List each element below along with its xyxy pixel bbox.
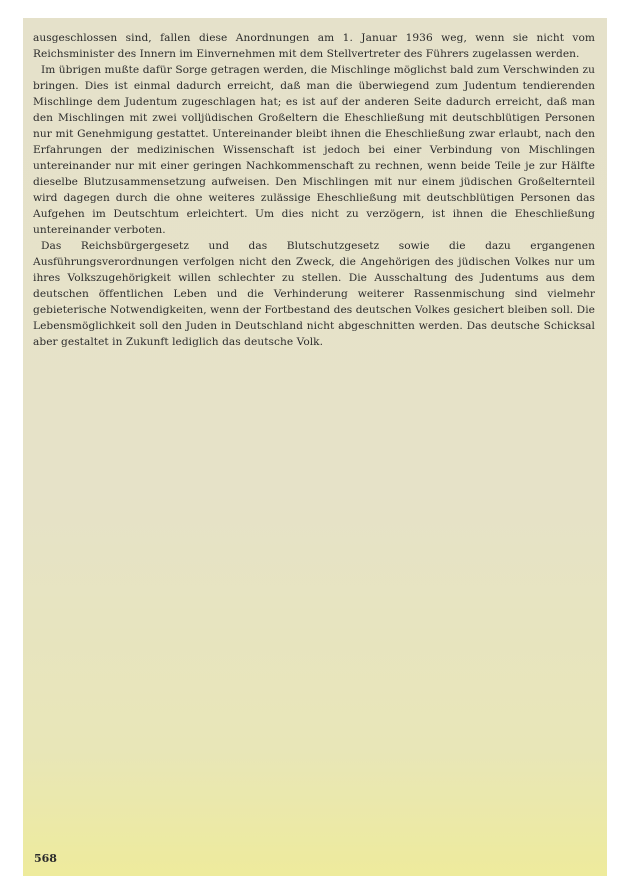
paragraph-3: Das Reichsbürgergesetz und das Blutschutzgesetz sowie die dazu ergangenen Ausführungsverordnungen verfolgen nicht den Zweck, die Angehörigen des jüdischen Volkes nur um ihres Volkszugehörigkeit willen schlechter zu stellen. Die Ausschaltung des Judentums aus dem deutschen öffentlichen Leben und die Verhinderung weiterer Rassenmischung sind vielmehr gebieterische Notwendigkeiten, wenn der Fortbestand des deutschen Volkes gesichert bleiben soll. Die Lebensmöglichkeit soll den Juden in Deutschland nicht abgeschnitten werden. Das deutsche Schicksal aber gestaltet in Zukunft lediglich das deutsche Volk. — [33, 240, 595, 348]
body-text — [33, 30, 595, 350]
paragraph-2: Im übrigen mußte dafür Sorge getragen werden, die Mischlinge möglichst bald zum Verschwinden zu bringen. Dies ist einmal dadurch erreicht, daß man die überwiegend zum Judentum tendierenden Mischlinge dem Judentum zugeschlagen hat; es ist auf der anderen Seite dadurch erreicht, daß man den Mischlingen mit zwei volljüdischen Großeltern die Eheschließung mit deutschblütigen Personen nur mit Genehmigung gestattet. Untereinander bleibt ihnen die Eheschließung zwar erlaubt, nach den Erfahrungen der medizinischen Wissenschaft ist jedoch bei einer Verbindung von Mischlingen untereinander nur mit einer geringen Nachkommenschaft zu rechnen, wenn beide Teile je zur Hälfte dieselbe Blutzusammensetzung aufweisen. Den Mischlingen mit nur einem jüdischen Großelternteil wird dagegen durch die ohne weiteres zulässige Eheschließung mit deutschblütigen Personen das Aufgehen im Deutschtum erleichtert. Um dies nicht zu verzögern, ist ihnen die Eheschließung untereinander verboten. — [33, 64, 595, 236]
document-page — [23, 18, 607, 876]
page-number: 568 — [34, 852, 57, 865]
paragraph-1: ausgeschlossen sind, fallen diese Anordnungen am 1. Januar 1936 weg, wenn sie nicht vom Reichsminister des Innern im Einvernehmen mit dem Stellvertreter des Führers zugelassen werden. — [33, 32, 595, 60]
